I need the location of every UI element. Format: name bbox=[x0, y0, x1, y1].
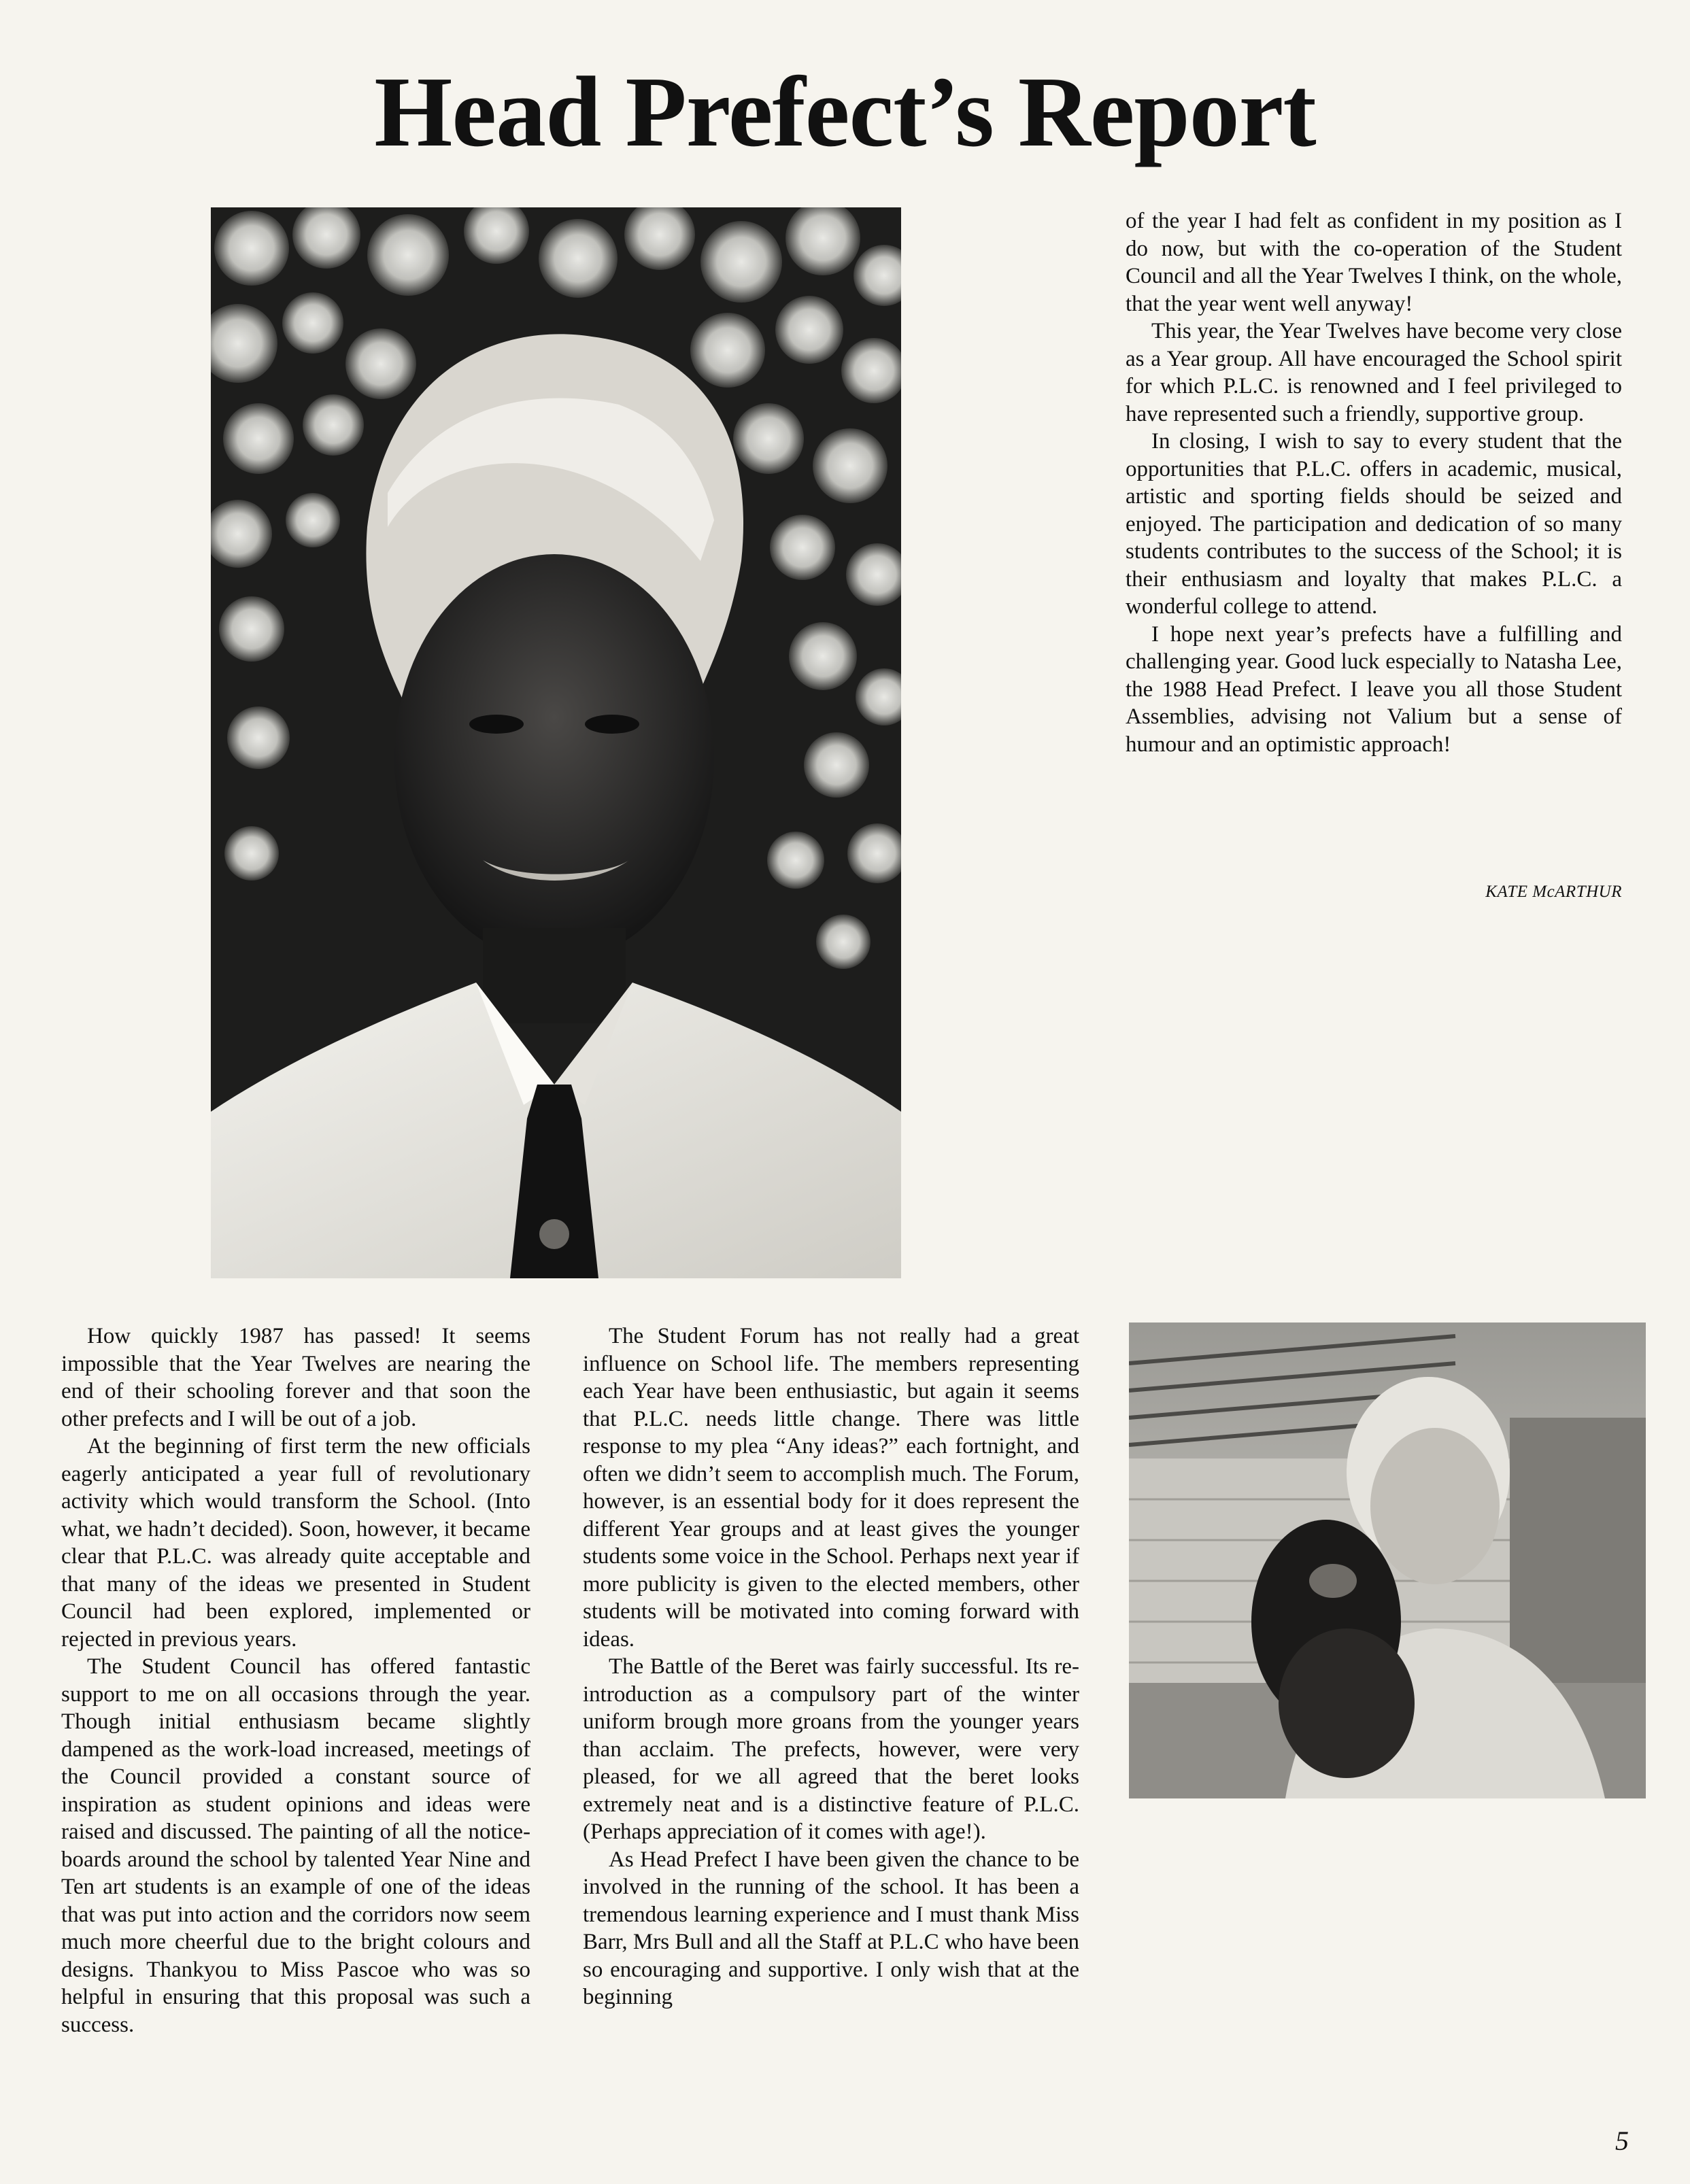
paragraph: At the beginning of first term the new officials eagerly anticipated a year full of revolutionary activity which would transform the School. (Into what, we hadn’t decided). Soon, however, it became clear that P.L.C. was already quite acceptable and that many of the ideas we presented in Student Council had been explored, implemented or rejected in previous years. bbox=[61, 1434, 530, 1652]
portrait-photo bbox=[211, 207, 901, 1278]
student-with-dog-photo bbox=[1129, 1323, 1646, 1798]
text-column-3 bbox=[1126, 207, 1622, 758]
author-signature: KATE McARTHUR bbox=[1485, 883, 1622, 901]
paragraph: As Head Prefect I have been given the chance to be involved in the running of the school. It has been a tremendous learning experience and I must thank Miss Barr, Mrs Bull and all the Staff at P.L.C who have been so encouraging and supportive. I only wish that at the beginning bbox=[583, 1847, 1079, 2009]
paragraph: The Student Forum has not really had a great influence on School life. The members representing each Year have been enthusiastic, but again it seems that P.L.C. needs little change. There was little response to my plea “Any ideas?” each fortnight, and often we didn’t seem to accomplish much. The Forum, however, is an essential body for it does represent the different Year groups and at least gives the younger students some voice in the School. Perhaps next year if more publicity is given to the elected members, other students will be motivated into coming forward with ideas. bbox=[583, 1324, 1079, 1652]
paragraph: This year, the Year Twelves have become very close as a Year group. All have encouraged the School spirit for which P.L.C. is renowned and I feel privileged to have represented such a friendly, supportive group. bbox=[1126, 319, 1622, 426]
paragraph: The Battle of the Beret was fairly successful. Its re-introduction as a compulsory part of the winter uniform brough more groans from the younger years than acclaim. The prefects, however, were very pleased, for we all agreed that the beret looks extremely neat and is a distinctive feature of P.L.C. (Perhaps appreciation of it comes with age!). bbox=[583, 1654, 1079, 1844]
text-column-1 bbox=[61, 1323, 530, 2038]
page-number: 5 bbox=[1615, 2126, 1629, 2156]
paragraph: of the year I had felt as confident in my position as I do now, but with the co-operation of the Student Council and all the Year Twelves I think, on the whole, that the year went well anyway! bbox=[1126, 209, 1622, 316]
paragraph: In closing, I wish to say to every student that the opportunities that P.L.C. offers in academic, musical, artistic and sporting fields should be seized and enjoyed. The participation and dedication of so many students contributes to the success of the School; it is their enthusiasm and loyalty that makes P.L.C. a wonderful college to attend. bbox=[1126, 429, 1622, 619]
page-title: Head Prefect’s Report bbox=[374, 56, 1316, 168]
paragraph: How quickly 1987 has passed! It seems impossible that the Year Twelves are nearing the end of their schooling forever and that soon the other prefects and I will be out of a job. bbox=[61, 1324, 530, 1431]
paragraph: The Student Council has offered fantastic support to me on all occasions through the year. Though initial enthusiasm became slightly dampened as the work-load increased, meetings of the Council provided a constant source of inspiration as student opinions and ideas were raised and discussed. The painting of all the notice-boards around the school by talented Year Nine and Ten art students is an example of one of the ideas that was put into action and the corridors now seem much more cheerful due to the bright colours and designs. Thankyou to Miss Pascoe who was so helpful in ensuring that this proposal was such a success. bbox=[61, 1654, 530, 2037]
text-column-2 bbox=[583, 1323, 1079, 2011]
paragraph: I hope next year’s prefects have a fulfilling and challenging year. Good luck especially to Natasha Lee, the 1988 Head Prefect. I leave you all those Student Assemblies, advising not Valium but a sense of humour and an optimistic approach! bbox=[1126, 621, 1622, 757]
